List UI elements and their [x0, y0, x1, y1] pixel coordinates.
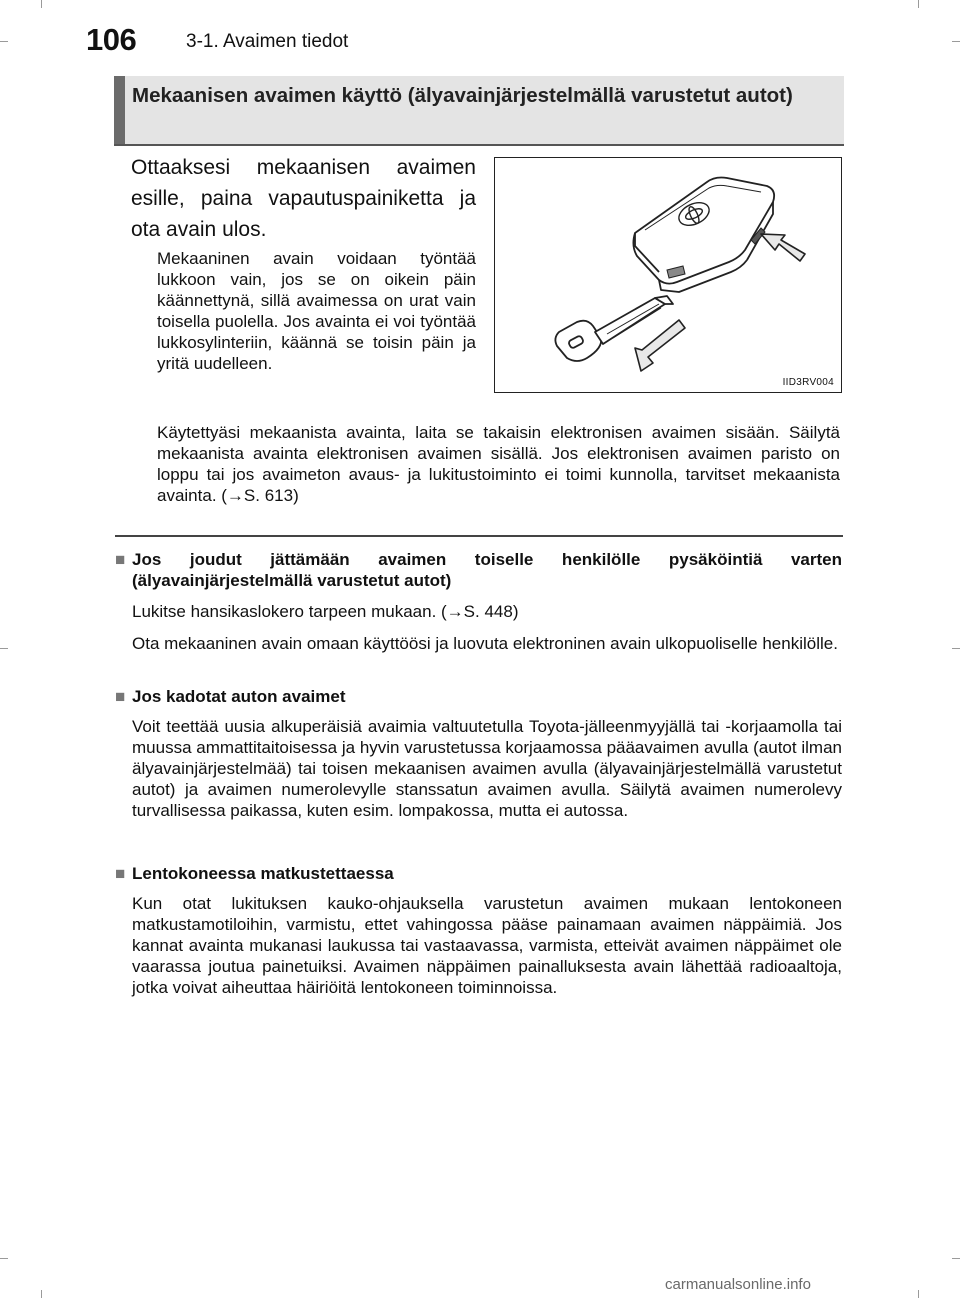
key-illustration [494, 157, 842, 393]
instruction-text: Ottaaksesi mekaanisen avaimen esille, paina vapautuspainiketta ja ota avain ulos. [131, 156, 476, 241]
figure-code: IID3RV004 [782, 377, 834, 388]
key-illustration-drawing [495, 158, 840, 391]
chapter-title: 3-1. Avaimen tiedot [186, 31, 349, 52]
crop-mark [0, 648, 8, 649]
crop-mark [952, 1258, 960, 1259]
bullet-square-icon: ■ [115, 864, 126, 883]
crop-mark [0, 41, 8, 42]
crop-mark [918, 1290, 919, 1298]
note-paragraph: Voit teettää uusia alkuperäisiä avaimia valtuutetulla Toyota-jälleenmyyjällä tai -korjaamolla tai muussa ammattitaitoisessa ja hyvin varustetussa korjaamossa pääavaimen avulla (autot ilman älyavainjärjestelmää) tai toisen mekaanisen avaimen avulla (älyavainjärjestelmällä varustetut autot) ja avaimen numerolevylle stanssatun avaimen avulla. Säilytä avaimen numerolevy turvallisessa paikassa, kuten esim. lompakossa, mutta ei autossa. [132, 717, 842, 820]
press-arrow-icon [761, 234, 805, 261]
note-heading-aircraft: Lentokoneessa matkustettaessa [132, 864, 394, 883]
note-heading-lost-keys: Jos kadotat auton avaimet [132, 687, 346, 706]
section-divider [115, 535, 843, 537]
note-heading-parking: Jos joudut jättämään avaimen toiselle henkilölle pysäköintiä varten (älyavainjärjestelmällä varustetut autot) [132, 550, 842, 590]
crop-mark [918, 0, 919, 8]
crop-mark [41, 0, 42, 8]
bullet-square-icon: ■ [115, 687, 126, 706]
section-title: Mekaanisen avaimen käyttö (älyavainjärjestelmällä varustetut autot) [132, 84, 793, 107]
pull-arrow-icon [635, 320, 685, 371]
crop-mark [41, 1290, 42, 1298]
crop-mark [0, 1258, 8, 1259]
crop-mark [952, 648, 960, 649]
watermark: carmanualsonline.info [665, 1276, 811, 1293]
section-accent-stripe [114, 76, 125, 144]
after-use-paragraph: Käytettyäsi mekaanista avainta, laita se takaisin elektronisen avaimen sisään. Säilytä mekaanista avainta elektronisen avaimen sisällä. Jos elektronisen avaimen paristo on loppu tai jos avaimeton avaus- ja lukitustoiminto ei toimi kunnolla, tarvitset mekaanista avainta. (→S. 613) [157, 423, 840, 505]
note-paragraph: Kun otat lukituksen kauko-ohjauksella varustetun avaimen mukaan lentokoneen matkustamotiloihin, varmistu, ettet vahingossa pääse painamaan avaimen näppäimiä. Jos kannat avainta mukanasi laukussa tai vastaavassa, varmista, etteivät avaimen näppäimet ole vaarassa joutua painetuiksi. Avaimen näppäimen painalluksesta avain lähettää radioaaltoja, jotka voivat aiheuttaa häiriöitä lentokoneen toiminnoissa. [132, 894, 842, 997]
note-paragraph: Lukitse hansikaslokero tarpeen mukaan. (→S. 448) [132, 602, 519, 621]
insertion-note: Mekaaninen avain voidaan työntää lukkoon vain, jos se on oikein päin käännettynä, sillä avaimessa on urat vain toisella puolella. Jos avainta ei voi työntää lukkosylinteriin, käännä se toisin päin ja yritä uudelleen. [157, 249, 476, 373]
bullet-square-icon: ■ [115, 550, 126, 569]
smart-key-fob-icon [633, 178, 774, 293]
note-paragraph: Ota mekaaninen avain omaan käyttöösi ja luovuta elektroninen avain ulkopuoliselle henkilölle. [132, 634, 838, 653]
section-heading-bar [114, 76, 844, 146]
crop-mark [952, 41, 960, 42]
page-number: 106 [86, 22, 137, 57]
